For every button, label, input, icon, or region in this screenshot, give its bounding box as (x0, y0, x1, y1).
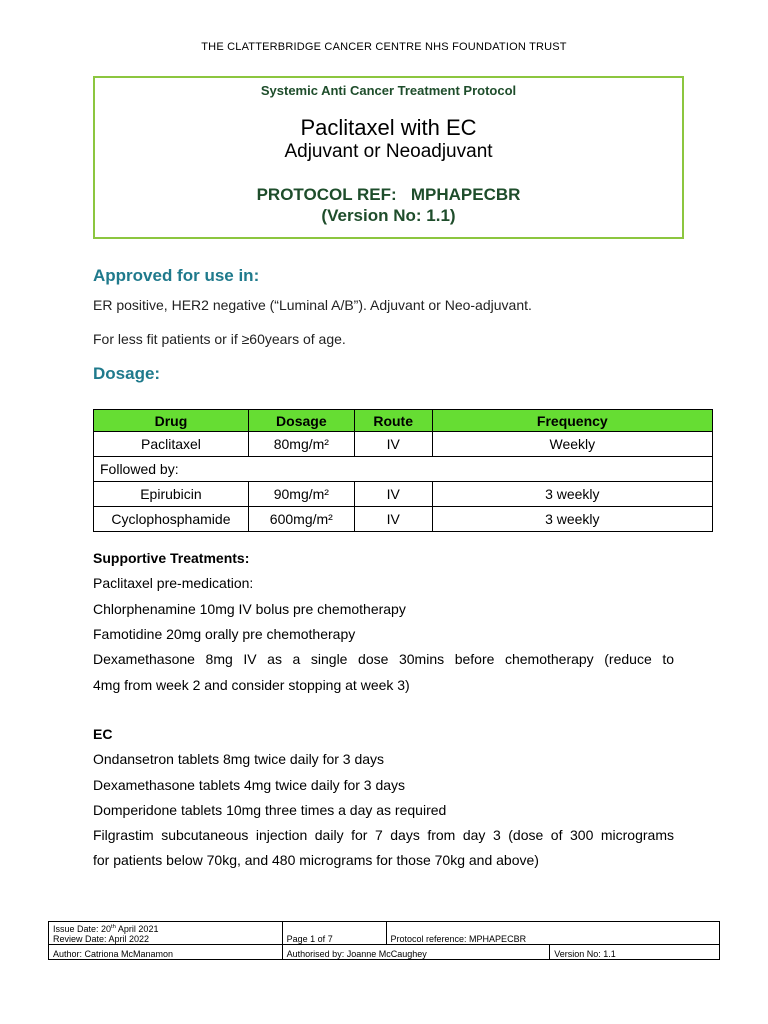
ec-line: Dexamethasone tablets 4mg twice daily for 3 days (93, 777, 406, 793)
ec-line: for patients below 70kg, and 480 micrograms for those 70kg and above) (93, 852, 539, 868)
ec-line: Filgrastim subcutaneous injection daily for 7 days from day 3 (dose of 300 micrograms (93, 827, 674, 843)
route-cell: IV (354, 507, 432, 532)
frequency-cell: 3 weekly (432, 482, 712, 507)
followed-by-cell: Followed by: (94, 457, 713, 482)
protocol-version: (Version No: 1.1) (321, 206, 456, 225)
table-row (94, 507, 713, 532)
authorised-by: Authorised by: Joanne McCaughey (282, 945, 550, 960)
ec-line: Domperidone tablets 10mg three times a day as required (93, 802, 447, 818)
dosage-table (93, 409, 713, 532)
issue-date-month: April 2021 (115, 924, 159, 934)
issue-date-suffix: th (111, 924, 116, 930)
route-cell: IV (354, 432, 432, 457)
drug-cell: Epirubicin (94, 482, 249, 507)
column-header: Drug (94, 410, 249, 432)
column-header: Route (354, 410, 432, 432)
dosage-table-header (94, 410, 713, 432)
protocol-subtitle: Systemic Anti Cancer Treatment Protocol (260, 83, 517, 98)
route-cell: IV (354, 482, 432, 507)
dose-cell: 90mg/m² (248, 482, 354, 507)
column-header: Frequency (432, 410, 712, 432)
ec-heading: EC (93, 726, 113, 742)
frequency-cell: 3 weekly (432, 507, 712, 532)
approved-heading: Approved for use in: (93, 266, 260, 285)
protocol-reference: Protocol reference: MPHAPECBR (386, 922, 719, 945)
supportive-heading: Supportive Treatments: (93, 550, 250, 566)
version-number: Version No: 1.1 (550, 945, 720, 960)
dose-cell: 80mg/m² (248, 432, 354, 457)
supportive-line: Famotidine 20mg orally pre chemotherapy (93, 626, 356, 642)
table-row (94, 482, 713, 507)
protocol-ref: PROTOCOL REF: MPHAPECBR (256, 185, 521, 204)
dosage-heading: Dosage: (93, 364, 161, 383)
protocol-title: Paclitaxel with EC (300, 115, 477, 140)
trust-name: THE CLATTERBRIDGE CANCER CENTRE NHS FOUNDATION TRUST (201, 41, 567, 53)
ec-line: Ondansetron tablets 8mg twice daily for 3 days (93, 751, 385, 767)
author: Author: Catriona McManamon (49, 945, 283, 960)
drug-cell: Paclitaxel (94, 432, 249, 457)
protocol-title-box (93, 76, 684, 239)
issue-date (53, 924, 158, 934)
issue-review-cell (49, 922, 283, 945)
page-number: Page 1 of 7 (282, 922, 386, 945)
supportive-line: 4mg from week 2 and consider stopping at week 3) (93, 677, 410, 693)
column-header: Dosage (248, 410, 354, 432)
supportive-line: Paclitaxel pre-medication: (93, 575, 254, 591)
issue-date-text: Issue Date: 20 (53, 924, 112, 934)
drug-cell: Cyclophosphamide (94, 507, 249, 532)
protocol-title-secondary: Adjuvant or Neoadjuvant (284, 141, 493, 162)
approved-line-1: ER positive, HER2 negative (“Luminal A/B”). Adjuvant or Neo-adjuvant. (93, 297, 532, 313)
review-date: Review Date: April 2022 (53, 934, 150, 944)
table-row (94, 432, 713, 457)
frequency-cell: Weekly (432, 432, 712, 457)
document-footer (48, 921, 720, 960)
supportive-line: Dexamethasone 8mg IV as a single dose 30mins before chemotherapy (reduce to (93, 651, 674, 667)
dose-cell: 600mg/m² (248, 507, 354, 532)
approved-line-2: For less fit patients or if ≥60years of age. (93, 331, 346, 347)
table-row (94, 457, 713, 482)
supportive-line: Chlorphenamine 10mg IV bolus pre chemotherapy (93, 601, 406, 617)
